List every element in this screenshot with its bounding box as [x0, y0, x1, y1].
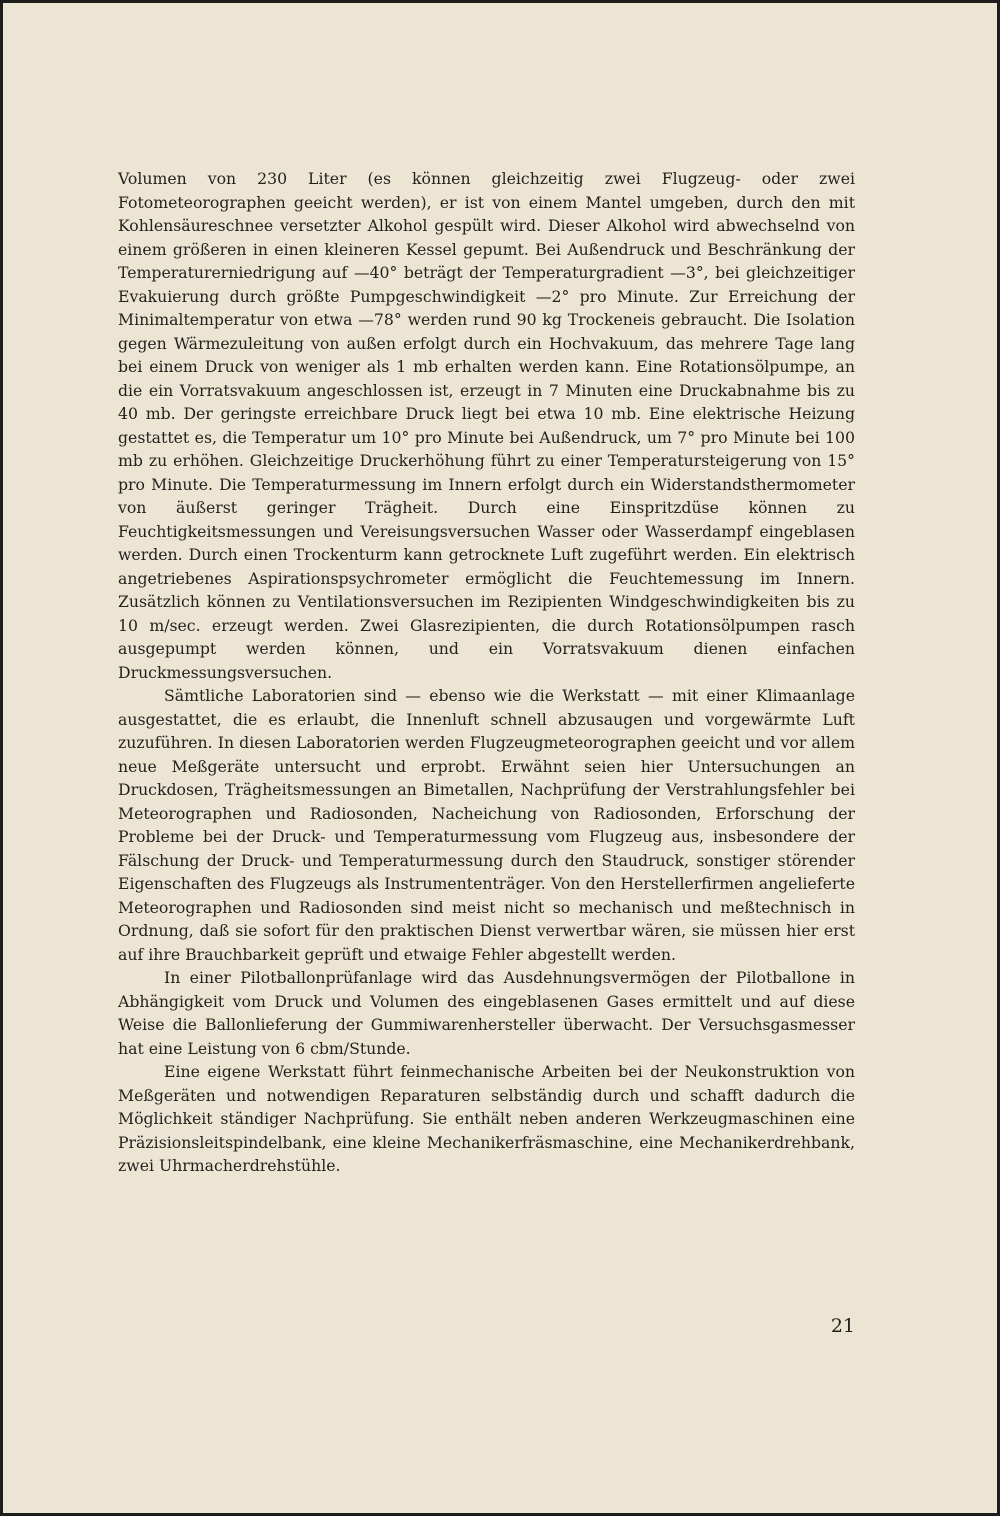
paragraph-3: In einer Pilotballonprüfanlage wird das Ausdehnungsvermögen der Pilotballone in Abhängigkeit vom Druck und Volumen des eingeblasenen Gases ermittelt und auf diese Weise die Ballonlieferung der Gummiwarenhersteller überwacht. Der Versuchsgasmesser hat eine Leistung von 6 cbm/Stunde. [118, 968, 855, 1058]
body-text [118, 167, 855, 1178]
book-page [3, 3, 997, 1513]
page-number: 21 [830, 1315, 855, 1337]
paragraph-4: Eine eigene Werkstatt führt feinmechanische Arbeiten bei der Neukonstruktion von Meßgeräten und notwendigen Reparaturen selbständig durch und schafft dadurch die Möglichkeit ständiger Nachprüfung. Sie enthält neben anderen Werkzeugmaschinen eine Präzisionsleitspindelbank, eine kleine Mechanikerfräsmaschine, eine Mechanikerdrehbank, zwei Uhrmacherdrehstühle. [118, 1062, 855, 1175]
paragraph-1: Volumen von 230 Liter (es können gleichzeitig zwei Flugzeug- oder zwei Fotometeorographen geeicht werden), er ist von einem Mantel umgeben, durch den mit Kohlensäureschnee versetzter Alkohol gespült wird. Dieser Alkohol wird abwechselnd von einem größeren in einen kleineren Kessel gepumt. Bei Außendruck und Beschränkung der Temperaturerniedrigung auf —40° beträgt der Temperaturgradient —3°, bei gleichzeitiger Evakuierung durch größte Pumpgeschwindigkeit —2° pro Minute. Zur Erreichung der Minimaltemperatur von etwa —78° werden rund 90 kg Trockeneis gebraucht. Die Isolation gegen Wärmezuleitung von außen erfolgt durch ein Hochvakuum, das mehrere Tage lang bei einem Druck von weniger als 1 mb erhalten werden kann. Eine Rotationsölpumpe, an die ein Vorratsvakuum angeschlossen ist, erzeugt in 7 Minuten eine Druckabnahme bis zu 40 mb. Der geringste erreichbare Druck liegt bei etwa 10 mb. Eine elektrische Heizung gestattet es, die Temperatur um 10° pro Minute bei Außendruck, um 7° pro Minute bei 100 mb zu erhöhen. Gleichzeitige Druckerhöhung führt zu einer Temperatursteigerung von 15° pro Minute. Die Temperaturmessung im Innern erfolgt durch ein Widerstandsthermometer von äußerst geringer Trägheit. Durch eine Einspritzdüse können zu Feuchtigkeitsmessungen und Vereisungsversuchen Wasser oder Wasserdampf eingeblasen werden. Durch einen Trockenturm kann getrocknete Luft zugeführt werden. Ein elektrisch angetriebenes Aspirationspsychrometer ermöglicht die Feuchtemessung im Innern. Zusätzlich können zu Ventilationsversuchen im Rezipienten Windgeschwindigkeiten bis zu 10 m/sec. erzeugt werden. Zwei Glasrezipienten, die durch Rotationsölpumpen rasch ausgepumpt werden können, und ein Vorratsvakuum dienen einfachen Druckmessungsversuchen. [118, 169, 855, 682]
paragraph-2: Sämtliche Laboratorien sind — ebenso wie die Werkstatt — mit einer Klimaanlage ausgestattet, die es erlaubt, die Innenluft schnell abzusaugen und vorgewärmte Luft zuzuführen. In diesen Laboratorien werden Flugzeugmeteorographen geeicht und vor allem neue Meßgeräte untersucht und erprobt. Erwähnt seien hier Untersuchungen an Druckdosen, Trägheitsmessungen an Bimetallen, Nachprüfung der Verstrahlungsfehler bei Meteorographen und Radiosonden, Nacheichung von Radiosonden, Erforschung der Probleme bei der Druck- und Temperaturmessung vom Flugzeug aus, insbesondere der Fälschung der Druck- und Temperaturmessung durch den Staudruck, sonstiger störender Eigenschaften des Flugzeugs als Instrumententräger. Von den Herstellerfirmen angelieferte Meteorographen und Radiosonden sind meist nicht so mechanisch und meßtechnisch in Ordnung, daß sie sofort für den praktischen Dienst verwertbar wären, sie müssen hier erst auf ihre Brauchbarkeit geprüft und etwaige Fehler abgestellt werden. [118, 686, 855, 964]
